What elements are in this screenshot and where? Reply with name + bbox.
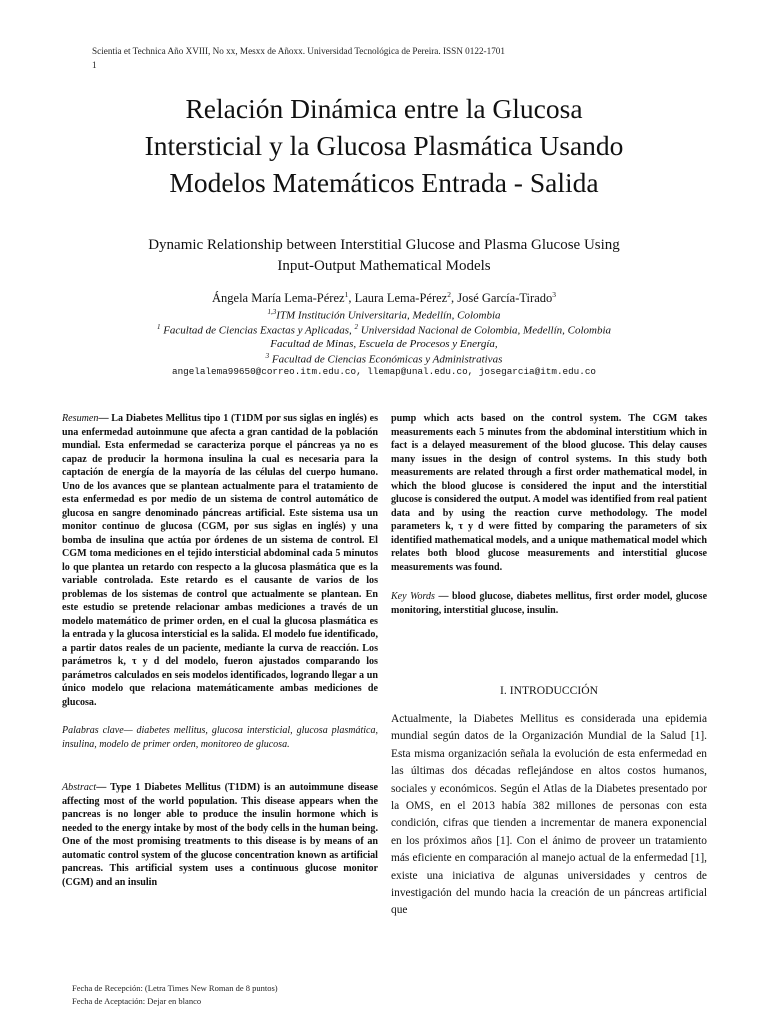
author-affil-mark: 1	[344, 290, 349, 299]
subtitle-line: Dynamic Relationship between Interstitial Glucose and Plasma Glucose Using	[148, 237, 620, 253]
affil-mark: 3	[265, 352, 270, 360]
footer-notes	[72, 982, 278, 1007]
author-name: , José García-Tirado	[450, 291, 553, 306]
key-words-label: Key Words	[391, 591, 435, 602]
affil-mark: 1,3	[267, 308, 277, 316]
palabras-clave-label: Palabras clave	[62, 725, 124, 736]
author-emails: angelalema99650@correo.itm.edu.co, llemap@unal.edu.co, josegarcia@itm.edu.co	[171, 366, 596, 377]
affil-text: Universidad Nacional de Colombia, Medellín, Colombia	[358, 324, 612, 337]
page-number: 1	[92, 60, 97, 70]
affil-mark: 2	[354, 323, 359, 331]
affil-text: Facultad de Ciencias Exactas y Aplicadas,	[160, 324, 355, 337]
abstract-continuation: pump which acts based on the control system. The CGM takes measurements each 5 minutes from the abdominal interstitium which in fact is a delayed measurement of the blood glucose. This delay causes many issues in the design of control systems. In this study both measurements are related through a first order mathematical model, in which the blood glucose is considered the input and the interstitial glucose is considered the output. A model was identified from real patient data and by using the reaction curve methodology. The model parameters k, τ y d were fitted by comparing the parameters of six identified mathematical models, and a unique mathematical model which relates both blood glucose measurements and interstitial glucose measurements was found.	[391, 413, 707, 573]
title-line: Relación Dinámica entre la Glucosa	[185, 93, 583, 124]
author-name: , Laura Lema-Pérez	[348, 291, 448, 306]
key-words-paragraph	[391, 590, 707, 617]
author-affil-mark: 3	[552, 290, 556, 299]
affil-text: ITM Institución Universitaria, Medellín, Colombia	[276, 309, 501, 322]
journal-header: Scientia et Technica Año XVIII, No xx, Mesxx de Añoxx. Universidad Tecnológica de Pereira. ISSN 0122-1701	[92, 46, 505, 56]
right-column	[391, 412, 707, 920]
section-heading: I. INTRODUCCIÓN	[500, 684, 598, 697]
resumen-label: Resumen	[62, 413, 99, 424]
palabras-clave-paragraph	[62, 724, 378, 751]
reception-date-note: Fecha de Recepción: (Letra Times New Roman de 8 puntos)	[72, 983, 278, 993]
left-column	[62, 412, 378, 889]
english-title	[60, 235, 708, 277]
affiliation-line	[60, 323, 708, 337]
subtitle-line: Input-Output Mathematical Models	[277, 258, 491, 274]
paper-title	[60, 90, 708, 201]
resumen-paragraph	[62, 412, 378, 709]
author-affil-mark: 2	[447, 290, 451, 299]
acceptance-date-note: Fecha de Aceptación: Dejar en blanco	[72, 995, 202, 1006]
title-line: Modelos Matemáticos Entrada - Salida	[169, 167, 599, 198]
affiliation-line: Facultad de Minas, Escuela de Procesos y Energía,	[270, 338, 498, 350]
introduction-text: Actualmente, la Diabetes Mellitus es considerada una epidemia mundial según datos de la Organización Mundial de la Salud [1]. Esta misma organización señala la evolución de esta enfermedad en las últimas dos décadas reflejándose en altos costos humanos, sociales y económicos. Según el Atlas de la Diabetes presentado por la OMS, en el 2013 había 382 millones de personas con esta condición, cifras que tienden a incrementar de manera exponencial en los próximos años [1]. Con el ánimo de proveer un tratamiento más eficiente en comparación al manejo actual de la enfermedad [1], existe una iniciativa de algunas universidades y centros de investigación del mundo hacia la creación de un páncreas artificial que	[391, 713, 707, 917]
title-line: Intersticial y la Glucosa Plasmática Usando	[144, 130, 624, 161]
palabras-clave-text: — diabetes mellitus, glucosa intersticial, glucosa plasmática, insulina, modelo de primer orden, monitoreo de glucosa.	[62, 725, 378, 750]
author-list	[60, 290, 708, 306]
author-name: Ángela María Lema-Pérez	[212, 291, 345, 306]
abstract-label: Abstract	[62, 782, 97, 793]
affil-mark: 1	[156, 323, 161, 331]
affil-text: Facultad de Ciencias Económicas y Administrativas	[269, 353, 503, 366]
abstract-paragraph	[62, 781, 378, 889]
resumen-text: — La Diabetes Mellitus tipo 1 (T1DM por sus siglas en inglés) es una enfermedad autoinmune que afecta a gran cantidad de la población mundial. Esta enfermedad se caracteriza porque el páncreas ya no es capaz de producir la hormona insulina la cual es necesaria para la captación de energía de la mayoría de las células del cuerpo humano. Uno de los avances que se plantean actualmente para el tratamiento de esta enfermedad es por medio de un sistema de control automático de glucosa en sangre denominado páncreas artificial. Este sistema usa un monitor continuo de glucosa (CGM, por sus siglas en inglés) y una bomba de insulina que actúa por órdenes de un sistema de control. El CGM toma mediciones en el tejido intersticial abdominal cada 5 minutos lo que plantea un retardo con respecto a la glucosa plasmática que es la variable controlada. Este retardo es el causante de varios de los problemas de los sistemas de control que actualmente se plantean. En este estudio se pretende relacionar ambas mediciones a través de un modelo matemático de primer orden, en el cual la glucosa plasmática es la entrada y la glucosa intersticial es la salida. El modelo fue identificado, a partir datos reales de un paciente, mediante la curva de reacción. Los parámetros k, τ y d del modelo, fueron ajustados comparando los parámetros calculados en seis modelos identificados, logrando llegar a un único modelo que relaciona matemáticamente ambas mediciones de glucosa.	[62, 413, 378, 708]
abstract-text: — Type 1 Diabetes Mellitus (T1DM) is an autoimmune disease affecting most of the world population. This disease appears when the pancreas is no longer able to produce the insulin hormone which is needed to the energy intake by most of the body cells in the human being. One of the most promising treatments to this disease is by means of an automatic control system of the glucose concentration known as artificial pancreas. This artificial system uses a continuous glucose monitor (CGM) and an insulin	[62, 782, 378, 888]
affiliation-line	[60, 352, 708, 366]
key-words-text: — blood glucose, diabetes mellitus, first order model, glucose monitoring, interstitial glucose, insulin.	[391, 591, 708, 616]
affiliation-line	[60, 308, 708, 322]
